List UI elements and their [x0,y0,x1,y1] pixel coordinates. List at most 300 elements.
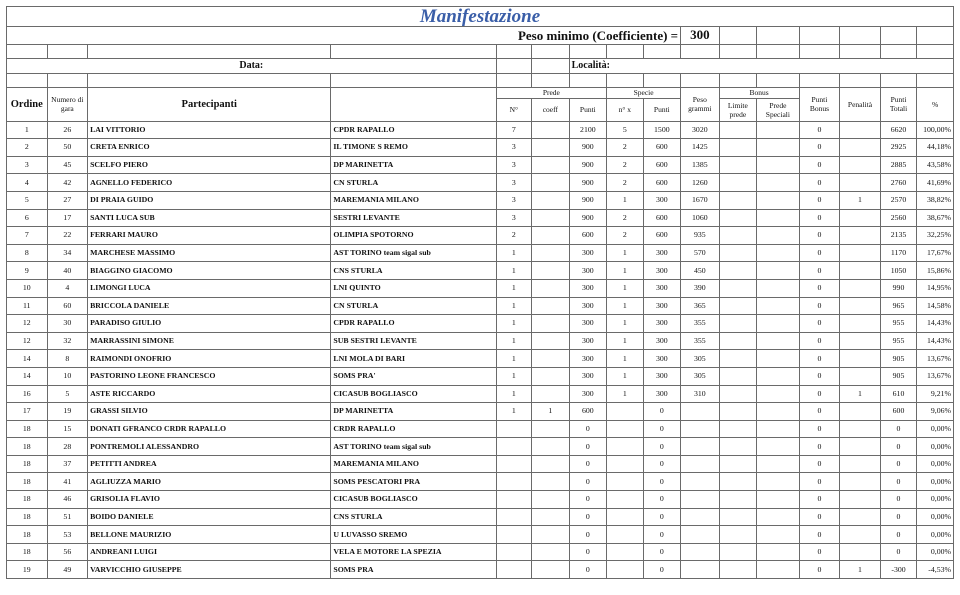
table-row [7,262,954,280]
team-name: CNS STURLA [331,508,496,526]
speciali-cell [757,174,800,192]
prede-punti-cell: 300 [569,244,607,262]
punti-totali-cell: 2885 [880,156,916,174]
team-name: IL TIMONE S REMO [331,139,496,157]
prede-n-cell [496,526,531,544]
percent-cell: 0,00% [917,543,954,561]
percent-cell: 15,86% [917,262,954,280]
ordine-cell: 14 [7,350,48,368]
peso-cell: 1670 [681,191,720,209]
punti-totali-cell: 2135 [880,227,916,245]
prede-n-cell: 1 [496,315,531,333]
prede-n-cell [496,508,531,526]
specie-punti-cell: 0 [643,473,681,491]
ordine-cell: 17 [7,403,48,421]
specie-punti-cell: 600 [643,174,681,192]
peso-cell: 305 [681,350,720,368]
penalita-cell [840,174,881,192]
penalita-cell [840,455,881,473]
specie-punti-cell: 300 [643,297,681,315]
prede-punti-cell: 0 [569,438,607,456]
ordine-cell: 18 [7,438,48,456]
specie-punti-cell: 300 [643,367,681,385]
col-prede-n: N° [496,98,531,121]
penalita-cell [840,156,881,174]
peso-cell: 355 [681,315,720,333]
punti-totali-cell: 990 [880,279,916,297]
penalita-cell: 1 [840,191,881,209]
specie-punti-cell: 300 [643,191,681,209]
specie-punti-cell: 0 [643,420,681,438]
col-punti-bonus: Punti Bonus [799,87,840,121]
speciali-cell [757,367,800,385]
punti-bonus-cell: 0 [799,403,840,421]
gara-cell: 22 [47,227,88,245]
table-row [7,367,954,385]
limite-cell [719,367,757,385]
limite-cell [719,262,757,280]
ordine-cell: 19 [7,561,48,579]
penalita-cell [840,508,881,526]
col-specie: Specie [607,87,681,98]
specie-n-cell: 2 [607,174,643,192]
participant-name: CRETA ENRICO [88,139,331,157]
prede-coeff-cell [532,420,570,438]
prede-n-cell: 1 [496,385,531,403]
col-bonus: Bonus [719,87,799,98]
specie-punti-cell: 300 [643,244,681,262]
punti-bonus-cell: 0 [799,156,840,174]
specie-n-cell: 2 [607,227,643,245]
speciali-cell [757,420,800,438]
participant-name: GRISOLIA FLAVIO [88,491,331,509]
specie-punti-cell: 300 [643,279,681,297]
gara-cell: 19 [47,403,88,421]
limite-cell [719,121,757,139]
penalita-cell [840,543,881,561]
team-name: AST TORINO team sigal sub [331,438,496,456]
prede-n-cell: 3 [496,174,531,192]
page-title: Manifestazione [7,7,954,27]
prede-coeff-cell [532,350,570,368]
punti-totali-cell: 0 [880,420,916,438]
table-row [7,420,954,438]
percent-cell: 0,00% [917,508,954,526]
specie-n-cell: 1 [607,332,643,350]
specie-punti-cell: 0 [643,455,681,473]
gara-cell: 15 [47,420,88,438]
punti-totali-cell: 0 [880,543,916,561]
specie-n-cell: 2 [607,209,643,227]
punti-bonus-cell: 0 [799,297,840,315]
specie-n-cell [607,403,643,421]
table-row [7,279,954,297]
table-row [7,174,954,192]
limite-cell [719,543,757,561]
prede-coeff-cell [532,526,570,544]
prede-n-cell: 1 [496,350,531,368]
speciali-cell [757,491,800,509]
punti-bonus-cell: 0 [799,526,840,544]
speciali-cell [757,121,800,139]
percent-cell: 14,95% [917,279,954,297]
specie-punti-cell: 0 [643,508,681,526]
prede-punti-cell: 900 [569,191,607,209]
prede-n-cell: 3 [496,191,531,209]
specie-punti-cell: 300 [643,315,681,333]
gara-cell: 26 [47,121,88,139]
percent-cell: 38,67% [917,209,954,227]
ordine-cell: 3 [7,156,48,174]
speciali-cell [757,526,800,544]
participant-name: BRICCOLA DANIELE [88,297,331,315]
team-name: DP MARINETTA [331,403,496,421]
punti-totali-cell: 0 [880,491,916,509]
table-row [7,561,954,579]
prede-coeff-cell [532,543,570,561]
prede-n-cell: 1 [496,262,531,280]
results-table [6,6,954,579]
percent-cell: 41,69% [917,174,954,192]
punti-totali-cell: 0 [880,473,916,491]
limite-cell [719,403,757,421]
participant-name: RAIMONDI ONOFRIO [88,350,331,368]
gara-cell: 42 [47,174,88,192]
prede-coeff-cell [532,191,570,209]
punti-bonus-cell: 0 [799,209,840,227]
speciali-cell [757,244,800,262]
peso-cell: 355 [681,332,720,350]
specie-punti-cell: 0 [643,526,681,544]
prede-coeff-cell [532,367,570,385]
specie-n-cell: 1 [607,262,643,280]
ordine-cell: 5 [7,191,48,209]
prede-coeff-cell [532,121,570,139]
percent-cell: 13,67% [917,350,954,368]
col-prede-coeff: coeff [532,98,570,121]
prede-n-cell: 1 [496,367,531,385]
prede-punti-cell: 900 [569,174,607,192]
punti-totali-cell: 0 [880,438,916,456]
speciali-cell [757,279,800,297]
punti-bonus-cell: 0 [799,367,840,385]
team-name: CN STURLA [331,174,496,192]
gara-cell: 50 [47,139,88,157]
prede-n-cell [496,561,531,579]
prede-punti-cell: 300 [569,262,607,280]
peso-cell: 3020 [681,121,720,139]
gara-cell: 49 [47,561,88,579]
specie-punti-cell: 0 [643,543,681,561]
prede-n-cell: 7 [496,121,531,139]
specie-n-cell [607,543,643,561]
prede-coeff-cell [532,508,570,526]
table-row [7,473,954,491]
team-name: AST TORINO team sigal sub [331,244,496,262]
specie-punti-cell: 600 [643,156,681,174]
gara-cell: 8 [47,350,88,368]
prede-punti-cell: 300 [569,332,607,350]
table-row [7,139,954,157]
participant-name: ASTE RICCARDO [88,385,331,403]
gara-cell: 51 [47,508,88,526]
percent-cell: 0,00% [917,473,954,491]
participant-name: LAI VITTORIO [88,121,331,139]
prede-coeff-cell [532,174,570,192]
limite-cell [719,139,757,157]
prede-coeff-cell [532,332,570,350]
limite-cell [719,508,757,526]
specie-n-cell: 1 [607,279,643,297]
gara-cell: 4 [47,279,88,297]
team-name: DP MARINETTA [331,156,496,174]
prede-coeff-cell [532,227,570,245]
speciali-cell [757,473,800,491]
percent-cell: 0,00% [917,420,954,438]
gara-cell: 28 [47,438,88,456]
prede-punti-cell: 300 [569,315,607,333]
ordine-cell: 18 [7,526,48,544]
penalita-cell: 1 [840,561,881,579]
ordine-cell: 8 [7,244,48,262]
ordine-cell: 18 [7,508,48,526]
punti-bonus-cell: 0 [799,438,840,456]
penalita-cell [840,244,881,262]
punti-bonus-cell: 0 [799,543,840,561]
gara-cell: 41 [47,473,88,491]
table-row [7,455,954,473]
punti-totali-cell: 0 [880,455,916,473]
col-numero-gara: Numero di gara [47,87,88,121]
prede-coeff-cell [532,209,570,227]
limite-cell [719,332,757,350]
punti-totali-cell: 2570 [880,191,916,209]
percent-cell: 9,06% [917,403,954,421]
speciali-cell [757,438,800,456]
prede-coeff-cell [532,244,570,262]
team-name: OLIMPIA SPOTORNO [331,227,496,245]
ordine-cell: 10 [7,279,48,297]
col-percent: % [917,87,954,121]
prede-coeff-cell [532,262,570,280]
limite-cell [719,279,757,297]
punti-bonus-cell: 0 [799,262,840,280]
penalita-cell [840,209,881,227]
specie-n-cell: 1 [607,191,643,209]
speciali-cell [757,403,800,421]
ordine-cell: 18 [7,491,48,509]
table-row [7,543,954,561]
gara-cell: 27 [47,191,88,209]
prede-punti-cell: 600 [569,403,607,421]
punti-totali-cell: 955 [880,332,916,350]
prede-n-cell: 1 [496,332,531,350]
penalita-cell [840,279,881,297]
gara-cell: 45 [47,156,88,174]
penalita-cell [840,350,881,368]
gara-cell: 10 [47,367,88,385]
participant-name: PETITTI ANDREA [88,455,331,473]
prede-punti-cell: 300 [569,367,607,385]
ordine-cell: 12 [7,332,48,350]
speciali-cell [757,332,800,350]
specie-n-cell: 1 [607,315,643,333]
specie-n-cell: 1 [607,350,643,368]
peso-cell: 310 [681,385,720,403]
punti-bonus-cell: 0 [799,350,840,368]
ordine-cell: 11 [7,297,48,315]
percent-cell: 44,18% [917,139,954,157]
participant-name: AGNELLO FEDERICO [88,174,331,192]
specie-punti-cell: 300 [643,350,681,368]
peso-minimo-label: Peso minimo (Coefficiente) = [7,27,681,45]
limite-cell [719,297,757,315]
peso-cell: 305 [681,367,720,385]
punti-totali-cell: 2560 [880,209,916,227]
limite-cell [719,385,757,403]
team-name: CPDR RAPALLO [331,315,496,333]
prede-punti-cell: 900 [569,139,607,157]
table-row [7,332,954,350]
team-name: CNS STURLA [331,262,496,280]
punti-totali-cell: 1050 [880,262,916,280]
limite-cell [719,350,757,368]
data-label: Data: [7,58,497,73]
gara-cell: 46 [47,491,88,509]
penalita-cell [840,121,881,139]
prede-punti-cell: 300 [569,350,607,368]
team-name: CPDR RAPALLO [331,121,496,139]
prede-coeff-cell [532,315,570,333]
table-row [7,121,954,139]
percent-cell: 14,43% [917,332,954,350]
peso-cell [681,455,720,473]
col-partecipanti: Partecipanti [88,87,331,121]
participant-name: AGLIUZZA MARIO [88,473,331,491]
col-peso: Peso grammi [681,87,720,121]
team-name: MAREMANIA MILANO [331,455,496,473]
limite-cell [719,191,757,209]
limite-cell [719,561,757,579]
punti-totali-cell: 965 [880,297,916,315]
ordine-cell: 4 [7,174,48,192]
punti-bonus-cell: 0 [799,508,840,526]
peso-cell: 365 [681,297,720,315]
participant-name: FERRARI MAURO [88,227,331,245]
specie-n-cell [607,526,643,544]
prede-n-cell [496,438,531,456]
specie-n-cell [607,473,643,491]
percent-cell: -4,53% [917,561,954,579]
specie-n-cell [607,508,643,526]
peso-cell: 1260 [681,174,720,192]
punti-bonus-cell: 0 [799,491,840,509]
prede-coeff-cell [532,491,570,509]
speciali-cell [757,315,800,333]
peso-cell [681,508,720,526]
ordine-cell: 18 [7,543,48,561]
speciali-cell [757,297,800,315]
prede-n-cell [496,455,531,473]
punti-bonus-cell: 0 [799,561,840,579]
participant-name: PARADISO GIULIO [88,315,331,333]
table-row [7,297,954,315]
table-row [7,244,954,262]
participant-name: VARVICCHIO GIUSEPPE [88,561,331,579]
punti-totali-cell: 610 [880,385,916,403]
prede-punti-cell: 2100 [569,121,607,139]
punti-bonus-cell: 0 [799,174,840,192]
participant-name: LIMONGI LUCA [88,279,331,297]
punti-totali-cell: 905 [880,367,916,385]
prede-coeff-cell [532,385,570,403]
specie-punti-cell: 300 [643,385,681,403]
team-name: CN STURLA [331,297,496,315]
col-specie-n: n° x [607,98,643,121]
specie-punti-cell: 600 [643,139,681,157]
percent-cell: 9,21% [917,385,954,403]
prede-coeff-cell [532,297,570,315]
limite-cell [719,209,757,227]
table-row [7,438,954,456]
specie-n-cell [607,491,643,509]
prede-punti-cell: 300 [569,279,607,297]
punti-totali-cell: 0 [880,526,916,544]
specie-n-cell: 5 [607,121,643,139]
punti-bonus-cell: 0 [799,139,840,157]
gara-cell: 53 [47,526,88,544]
prede-coeff-cell [532,455,570,473]
punti-totali-cell: 1170 [880,244,916,262]
percent-cell: 0,00% [917,455,954,473]
prede-coeff-cell [532,473,570,491]
peso-cell: 935 [681,227,720,245]
team-name: SUB SESTRI LEVANTE [331,332,496,350]
peso-cell [681,543,720,561]
gara-cell: 60 [47,297,88,315]
penalita-cell [840,438,881,456]
penalita-cell [840,473,881,491]
peso-cell [681,420,720,438]
table-row [7,385,954,403]
prede-n-cell [496,543,531,561]
table-row [7,315,954,333]
prede-coeff-cell [532,156,570,174]
ordine-cell: 18 [7,473,48,491]
ordine-cell: 14 [7,367,48,385]
percent-cell: 32,25% [917,227,954,245]
ordine-cell: 18 [7,420,48,438]
penalita-cell [840,526,881,544]
ordine-cell: 1 [7,121,48,139]
prede-punti-cell: 0 [569,561,607,579]
prede-punti-cell: 0 [569,420,607,438]
prede-n-cell [496,420,531,438]
punti-bonus-cell: 0 [799,227,840,245]
punti-bonus-cell: 0 [799,385,840,403]
prede-punti-cell: 0 [569,508,607,526]
percent-cell: 0,00% [917,438,954,456]
ordine-cell: 7 [7,227,48,245]
prede-n-cell: 1 [496,403,531,421]
col-bonus-limite: Limite prede [719,98,757,121]
speciali-cell [757,561,800,579]
table-row [7,227,954,245]
specie-punti-cell: 0 [643,438,681,456]
percent-cell: 38,82% [917,191,954,209]
punti-totali-cell: 600 [880,403,916,421]
penalita-cell: 1 [840,385,881,403]
